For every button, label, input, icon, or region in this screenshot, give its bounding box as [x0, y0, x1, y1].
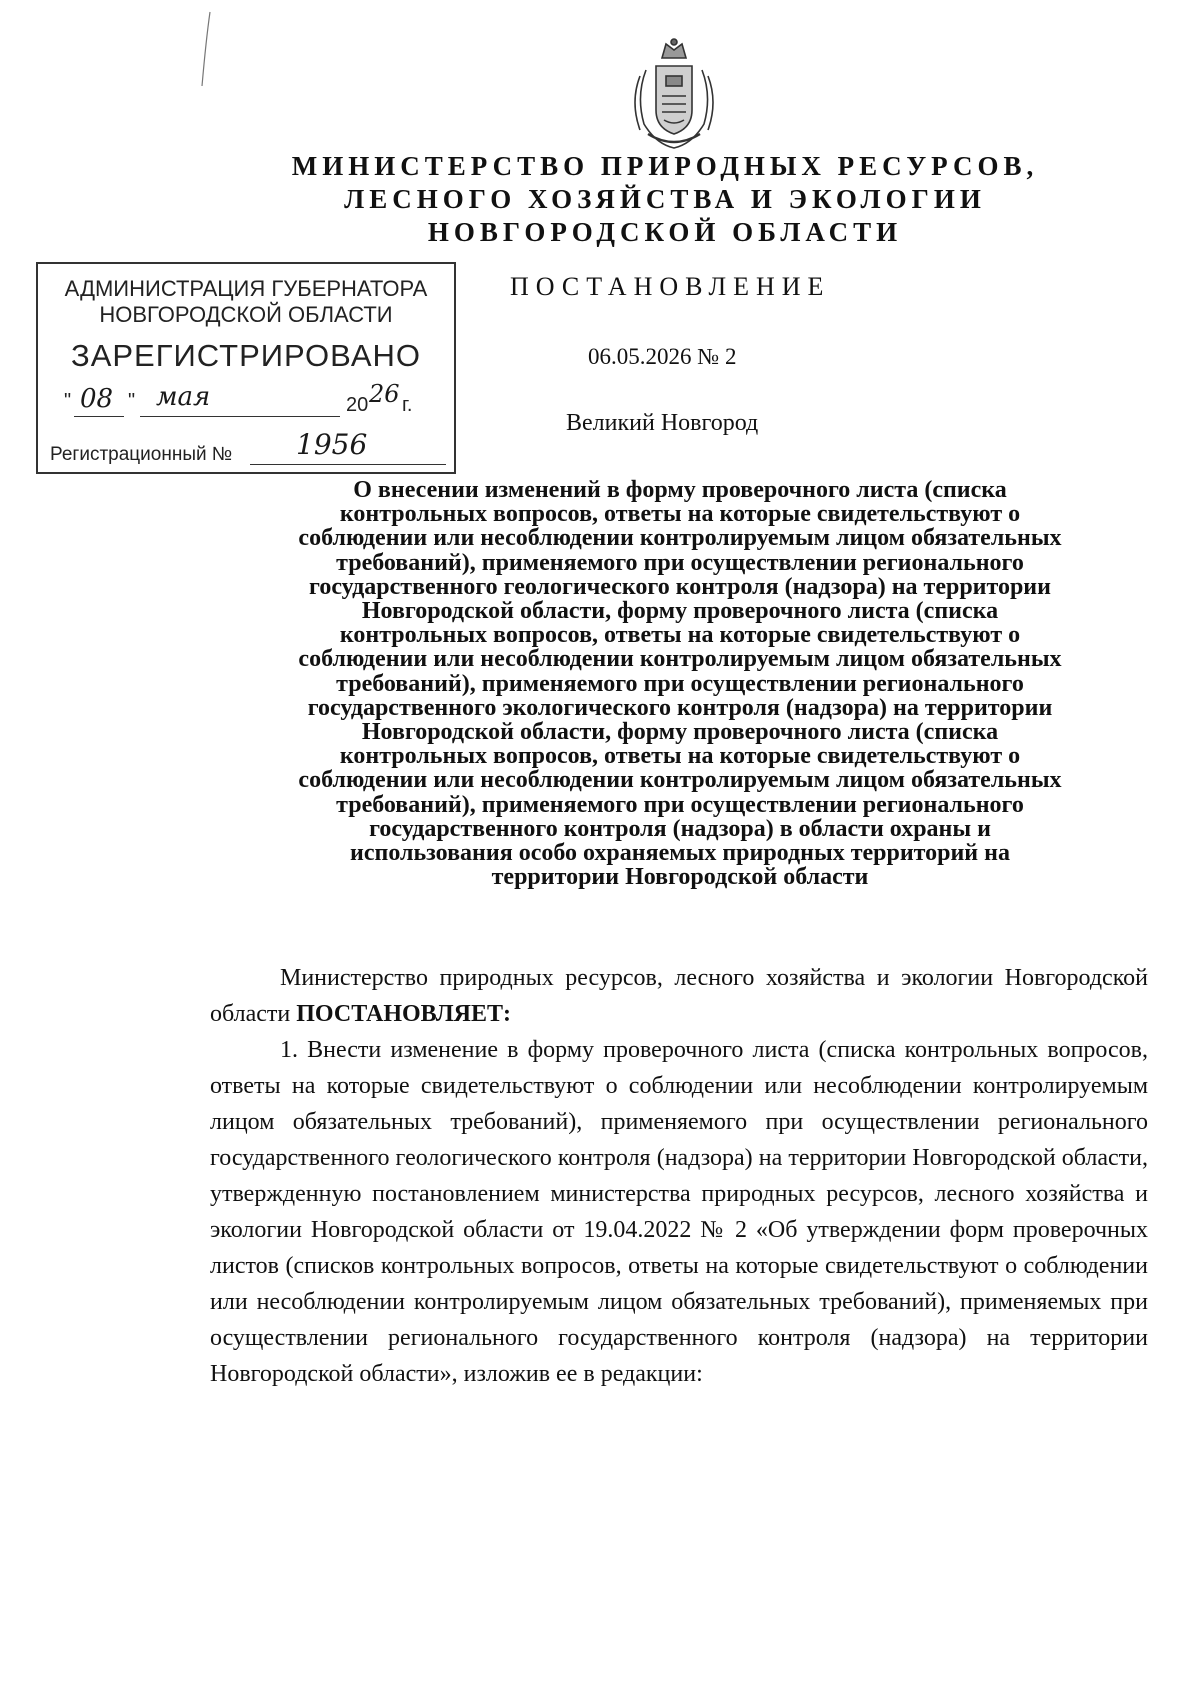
subject-line: соблюдении или несоблюдении контролируемым лицом обязательных	[298, 646, 1062, 673]
stamp-year-prefix: 20	[346, 394, 369, 416]
doc-date-number: 06.05.2026 № 2	[588, 344, 737, 369]
stamp-number-row	[50, 428, 450, 468]
subject-line: соблюдении или несоблюдении контролируемым лицом обязательных	[298, 525, 1062, 552]
stamp-registered: ЗАРЕГИСТРИРОВАНО	[70, 338, 421, 373]
stamp-number-label: Регистрационный №	[50, 444, 233, 465]
stamp-year-end: г.	[402, 394, 413, 416]
stamp-number: 1956	[296, 428, 368, 461]
subject-line: государственного геологического контроля (надзора) на территории	[309, 573, 1051, 600]
body-item-1: 1. Внести изменение в форму проверочного листа (списка контрольных вопросов, ответы на которые свидетельствуют о соблюдении или несоблюдении контролируемым лицом обязательных требований), применяемого при осуществлении регионального государственного геологического контроля (надзора) на территории Новгородской области, утвержденную постановлением министерства природных ресурсов, лесного хозяйства и экологии Новгородской области от 19.04.2022 № 2 «Об утверждении форм проверочных листов (списков контрольных вопросов, ответы на которые свидетельствуют о соблюдении или несоблюдении контролируемым лицом обязательных требований), применяемых при осуществлении регионального государственного контроля (надзора) на территории Новгородской области», изложив ее в редакции:	[210, 1037, 1148, 1387]
ministry-header	[230, 150, 1100, 249]
scan-mark-icon	[196, 10, 216, 90]
body-intro-text: Министерство природных ресурсов, лесного хозяйства и экологии Новгородской области	[210, 965, 1148, 1027]
body-decree-word: ПОСТАНОВЛЯЕТ:	[296, 1001, 511, 1027]
subject-line: контрольных вопросов, ответы на которые свидетельствуют о	[339, 501, 1021, 528]
doc-type: ПОСТАНОВЛЕНИЕ	[510, 272, 831, 301]
registration-stamp	[36, 262, 456, 474]
body-intro	[210, 960, 1148, 1032]
subject-line: соблюдении или несоблюдении контролируемым лицом обязательных	[298, 767, 1062, 794]
subject-line: О внесении изменений в форму проверочного листа (списка	[353, 477, 1007, 503]
subject-line: требований), применяемого при осуществлении регионального	[336, 549, 1024, 576]
subject-line: Новгородской области, форму проверочного листа (списка	[361, 598, 999, 625]
doc-subject	[215, 478, 1145, 889]
stamp-date	[64, 380, 454, 422]
stamp-line-2: НОВГОРОДСКОЙ ОБЛАСТИ	[99, 302, 393, 327]
stamp-month: мая	[156, 382, 211, 412]
coat-of-arms-icon	[628, 36, 720, 152]
subject-line: контрольных вопросов, ответы на которые свидетельствуют о	[339, 622, 1021, 649]
subject-line: использования особо охраняемых природных территорий на	[350, 840, 1010, 867]
subject-line: Новгородской области, форму проверочного листа (списка	[361, 719, 999, 746]
subject-line: территории Новгородской области	[491, 864, 869, 891]
ministry-line-1: МИНИСТЕРСТВО ПРИРОДНЫХ РЕСУРСОВ,	[291, 151, 1039, 181]
stamp-quote-close: "	[128, 390, 136, 412]
ministry-line-2: ЛЕСНОГО ХОЗЯЙСТВА И ЭКОЛОГИИ	[344, 184, 986, 214]
stamp-year-suffix: 26	[369, 380, 400, 408]
doc-body	[210, 960, 1148, 1392]
stamp-quote-open: "	[64, 390, 72, 412]
ministry-line-3: НОВГОРОДСКОЙ ОБЛАСТИ	[427, 217, 903, 247]
subject-line: контрольных вопросов, ответы на которые свидетельствуют о	[339, 743, 1021, 770]
stamp-line-1: АДМИНИСТРАЦИЯ ГУБЕРНАТОРА	[64, 276, 428, 301]
subject-line: государственного контроля (надзора) в области охраны и	[369, 815, 991, 842]
subject-line: требований), применяемого при осуществлении регионального	[336, 670, 1024, 697]
stamp-day: 08	[80, 384, 114, 414]
subject-line: требований), применяемого при осуществлении регионального	[336, 791, 1024, 818]
subject-line: государственного экологического контроля (надзора) на территории	[307, 694, 1053, 721]
doc-city: Великий Новгород	[566, 410, 759, 436]
